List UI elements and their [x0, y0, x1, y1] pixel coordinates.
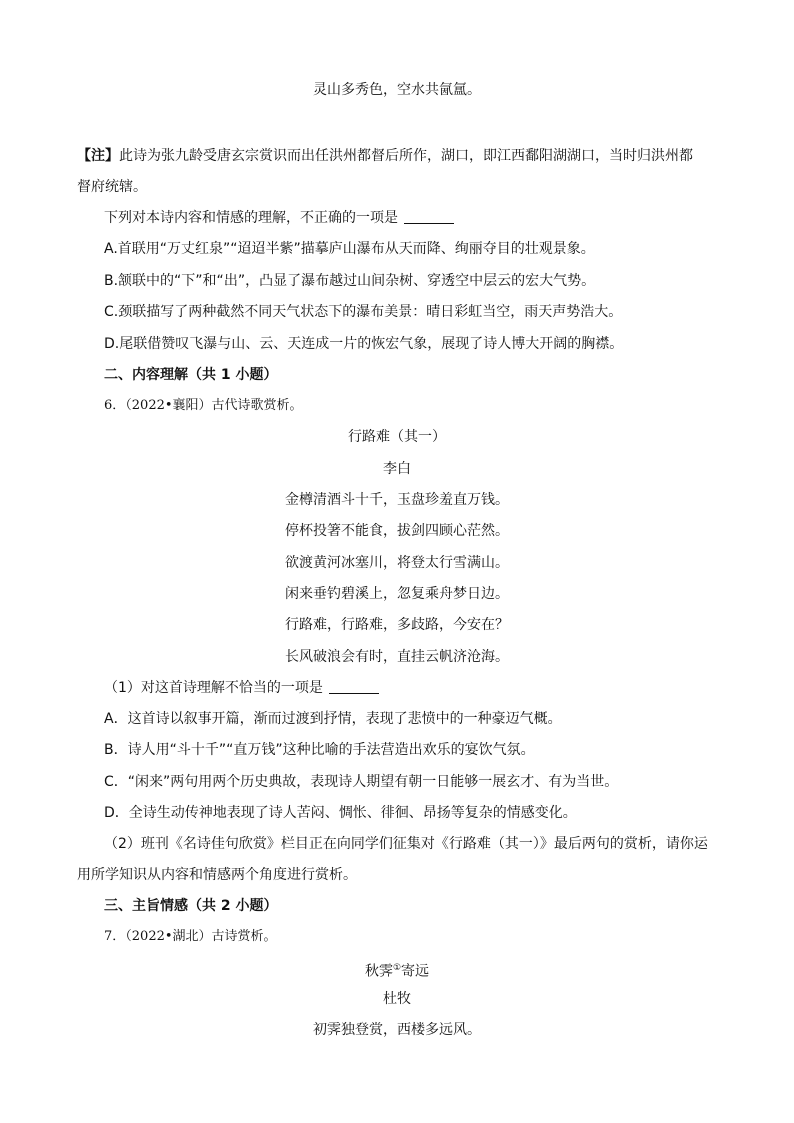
stem-text: 下列对本诗内容和情感的理解，不正确的一项是 [104, 210, 398, 226]
poem-title-rest: 寄远 [401, 963, 430, 980]
note-line-1 [77, 146, 693, 166]
poem-line: 行路难，行路难，多歧路，今安在？ [285, 617, 509, 633]
option-d: D．全诗生动传神地表现了诗人苦闷、惆怅、徘徊、昂扬等复杂的情感变化。 [104, 805, 577, 821]
footnote-mark: ① [392, 963, 402, 973]
option-b: B.颔联中的“下”和“出”，凸显了瀑布越过山间杂树、穿透空中层云的宏大气势。 [104, 273, 596, 289]
question-intro: 7．（2022•湖北）古诗赏析。 [104, 929, 277, 944]
option-a: A.首联用“万丈红泉”“迢迢半紫”描摹庐山瀑布从天而降、绚丽夺目的壮观景象。 [104, 241, 595, 257]
option-c: C．“闲来”两句用两个历史典故，表现诗人期望有朝一日能够一展玄才、有为当世。 [104, 774, 619, 790]
option-a: A．这首诗以叙事开篇，渐而过渡到抒情，表现了悲愤中的一种豪迈气概。 [104, 711, 562, 727]
question-stem [104, 208, 454, 228]
poem-line: 停杯投箸不能食，拔剑四顾心茫然。 [285, 523, 509, 539]
note-text: 此诗为张九龄受唐玄宗赏识而出任洪州都督后所作，湖口，即江西鄱阳湖湖口，当时归洪州都 [119, 148, 693, 164]
sub-question-1 [104, 678, 379, 698]
poem-line: 欲渡黄河冰塞川，将登太行雪满山。 [285, 555, 509, 571]
poem-author: 李白 [383, 461, 411, 477]
note-line-2: 督府统辖。 [77, 179, 147, 195]
sub-question-text: （1）对这首诗理解不恰当的一项是 [104, 680, 323, 696]
option-b: B．诗人用“斗十千”“直万钱”这种比喻的手法营造出欢乐的宴饮气氛。 [104, 742, 535, 758]
poem-author: 杜牧 [383, 991, 411, 1007]
poem-title: 行路难（其一） [348, 429, 446, 445]
option-c: C.颈联描写了两种截然不同天气状态下的瀑布美景：晴日彩虹当空，雨天声势浩大。 [104, 304, 623, 320]
poem-line: 金樽清酒斗十千，玉盘珍羞直万钱。 [285, 492, 509, 508]
poem-line: 长风破浪会有时，直挂云帆济沧海。 [285, 649, 509, 665]
poem-line: 灵山多秀色，空水共氤氲。 [313, 82, 481, 98]
answer-blank[interactable] [404, 209, 454, 224]
sub-question-2-line-2: 用所学知识从内容和情感两个角度进行赏析。 [77, 867, 357, 883]
sub-question-2-line-1: （2）班刊《名诗佳句欣赏》栏目正在向同学们征集对《行路难（其一）》最后两句的赏析，请你运 [104, 836, 708, 852]
section-heading: 三、主旨情感（共 2 小题） [104, 898, 278, 914]
poem-title-main: 秋霁 [364, 963, 393, 980]
poem-line: 闲来垂钓碧溪上，忽复乘舟梦日边。 [285, 586, 509, 602]
answer-blank[interactable] [329, 679, 379, 694]
option-d: D.尾联借赞叹飞瀑与山、云、天连成一片的恢宏气象，展现了诗人博大开阔的胸襟。 [104, 336, 624, 352]
note-label: 【注】 [77, 148, 119, 164]
section-heading: 二、内容理解（共 1 小题） [104, 367, 278, 383]
poem-line: 初霁独登赏，西楼多远风。 [313, 1022, 481, 1038]
question-intro: 6．（2022•襄阳）古代诗歌赏析。 [104, 398, 303, 413]
poem-title [0, 958, 794, 982]
